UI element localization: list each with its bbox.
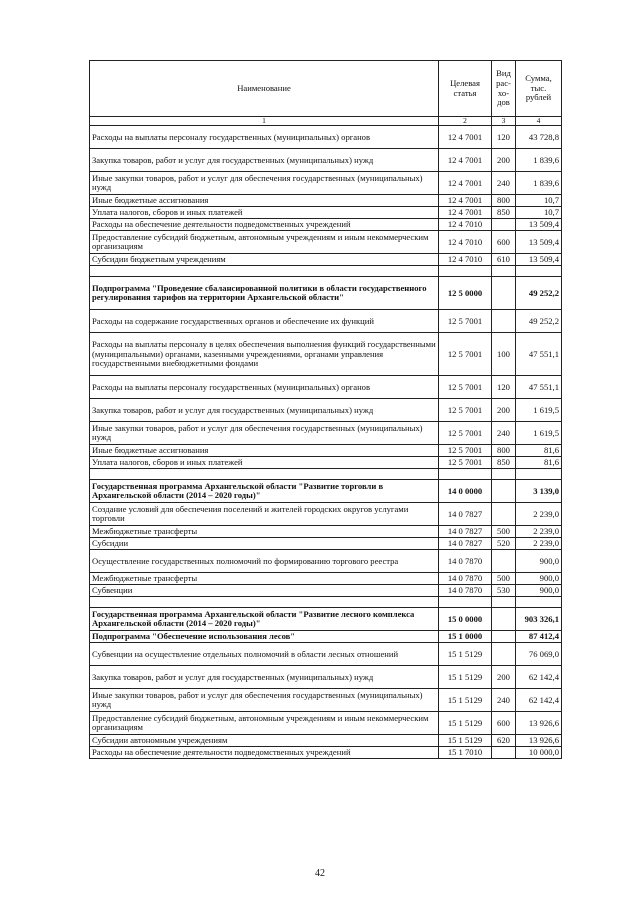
row-name: Иные бюджетные ассигнования xyxy=(90,445,439,457)
table-row xyxy=(90,277,562,310)
row-kind: 240 xyxy=(492,689,516,712)
table-row xyxy=(90,666,562,689)
row-name: Расходы на обеспечение деятельности подведомственных учреждений xyxy=(90,219,439,231)
row-kind xyxy=(492,550,516,573)
spacer-row xyxy=(90,469,562,480)
row-code: 14 0 7870 xyxy=(439,585,492,597)
row-sum: 900,0 xyxy=(516,550,562,573)
row-code: 14 0 7827 xyxy=(439,526,492,538)
row-kind: 530 xyxy=(492,585,516,597)
table-row xyxy=(90,231,562,254)
table-row xyxy=(90,747,562,759)
row-sum: 62 142,4 xyxy=(516,666,562,689)
row-code: 12 4 7010 xyxy=(439,219,492,231)
table-row xyxy=(90,149,562,172)
row-kind xyxy=(492,277,516,310)
row-sum: 76 069,0 xyxy=(516,643,562,666)
table-row xyxy=(90,333,562,376)
row-sum: 81,6 xyxy=(516,445,562,457)
empty-cell xyxy=(90,266,439,277)
row-code: 12 5 7001 xyxy=(439,333,492,376)
table-row xyxy=(90,689,562,712)
row-kind: 240 xyxy=(492,422,516,445)
row-sum: 2 239,0 xyxy=(516,526,562,538)
header-code: Целевая статья xyxy=(439,61,492,117)
row-code: 15 1 5129 xyxy=(439,712,492,735)
spacer-row xyxy=(90,597,562,608)
empty-cell xyxy=(516,469,562,480)
row-kind: 800 xyxy=(492,445,516,457)
row-sum: 49 252,2 xyxy=(516,310,562,333)
row-kind: 500 xyxy=(492,526,516,538)
table-row xyxy=(90,172,562,195)
empty-cell xyxy=(439,266,492,277)
row-code: 12 5 7001 xyxy=(439,376,492,399)
row-name: Иные бюджетные ассигнования xyxy=(90,195,439,207)
row-code: 14 0 7870 xyxy=(439,550,492,573)
row-code: 15 1 5129 xyxy=(439,735,492,747)
header-name: Наименование xyxy=(90,61,439,117)
row-kind: 850 xyxy=(492,457,516,469)
empty-cell xyxy=(516,597,562,608)
row-sum: 49 252,2 xyxy=(516,277,562,310)
row-code: 14 0 0000 xyxy=(439,480,492,503)
row-kind: 520 xyxy=(492,538,516,550)
row-sum: 13 926,6 xyxy=(516,712,562,735)
row-name: Расходы на содержание государственных органов и обеспечение их функций xyxy=(90,310,439,333)
row-code: 14 0 7870 xyxy=(439,573,492,585)
row-sum: 10,7 xyxy=(516,195,562,207)
row-sum: 1 839,6 xyxy=(516,149,562,172)
row-name: Межбюджетные трансферты xyxy=(90,526,439,538)
table-row xyxy=(90,550,562,573)
row-name: Осуществление государственных полномочий по формированию торгового реестра xyxy=(90,550,439,573)
row-sum: 47 551,1 xyxy=(516,376,562,399)
row-sum: 2 239,0 xyxy=(516,503,562,526)
row-kind xyxy=(492,503,516,526)
row-sum: 1 619,5 xyxy=(516,422,562,445)
table-row xyxy=(90,712,562,735)
row-name: Иные закупки товаров, работ и услуг для обеспечения государственных (муниципальных) нужд xyxy=(90,422,439,445)
header-sum: Сумма, тыс. рублей xyxy=(516,61,562,117)
row-name: Государственная программа Архангельской области "Развитие лесного комплекса Архангельской области (2014 – 2020 годы)" xyxy=(90,608,439,631)
row-name: Субсидии xyxy=(90,538,439,550)
table-row xyxy=(90,422,562,445)
row-kind xyxy=(492,631,516,643)
row-sum: 47 551,1 xyxy=(516,333,562,376)
table-row xyxy=(90,254,562,266)
row-kind: 200 xyxy=(492,666,516,689)
row-sum: 900,0 xyxy=(516,585,562,597)
table-row xyxy=(90,608,562,631)
row-kind: 500 xyxy=(492,573,516,585)
row-sum: 1 839,6 xyxy=(516,172,562,195)
row-kind: 850 xyxy=(492,207,516,219)
row-code: 12 5 7001 xyxy=(439,399,492,422)
row-kind xyxy=(492,608,516,631)
row-sum: 43 728,8 xyxy=(516,126,562,149)
row-kind: 600 xyxy=(492,712,516,735)
table-row xyxy=(90,573,562,585)
row-code: 14 0 7827 xyxy=(439,538,492,550)
row-name: Создание условий для обеспечения поселений и жителей городских округов услугами торговли xyxy=(90,503,439,526)
row-name: Субсидии автономным учреждениям xyxy=(90,735,439,747)
table-row xyxy=(90,195,562,207)
row-kind xyxy=(492,747,516,759)
spacer-row xyxy=(90,266,562,277)
row-code: 15 1 0000 xyxy=(439,631,492,643)
row-code: 12 5 7001 xyxy=(439,457,492,469)
row-name: Подпрограмма "Проведение сбалансированной политики в области государственного регулирования тарифов на территории Архангельской области" xyxy=(90,277,439,310)
row-name: Субсидии бюджетным учреждениям xyxy=(90,254,439,266)
table-row xyxy=(90,480,562,503)
row-kind: 120 xyxy=(492,126,516,149)
row-code: 14 0 7827 xyxy=(439,503,492,526)
table-row xyxy=(90,457,562,469)
row-sum: 13 509,4 xyxy=(516,219,562,231)
row-name: Субвенции на осуществление отдельных полномочий в области лесных отношений xyxy=(90,643,439,666)
row-code: 15 1 5129 xyxy=(439,643,492,666)
row-sum: 3 139,0 xyxy=(516,480,562,503)
row-code: 15 1 5129 xyxy=(439,666,492,689)
row-kind: 200 xyxy=(492,149,516,172)
column-number: 2 xyxy=(439,117,492,126)
row-sum: 10,7 xyxy=(516,207,562,219)
table-row xyxy=(90,376,562,399)
row-kind: 600 xyxy=(492,231,516,254)
row-name: Расходы на обеспечение деятельности подведомственных учреждений xyxy=(90,747,439,759)
row-code: 12 5 7001 xyxy=(439,422,492,445)
row-code: 12 5 7001 xyxy=(439,445,492,457)
row-sum: 1 619,5 xyxy=(516,399,562,422)
header-kind: Вид рас-хо-дов xyxy=(492,61,516,117)
row-code: 12 4 7010 xyxy=(439,254,492,266)
row-name: Расходы на выплаты персоналу государственных (муниципальных) органов xyxy=(90,126,439,149)
row-code: 12 5 7001 xyxy=(439,310,492,333)
column-number: 1 xyxy=(90,117,439,126)
row-code: 12 4 7001 xyxy=(439,195,492,207)
row-code: 12 5 0000 xyxy=(439,277,492,310)
table-row xyxy=(90,643,562,666)
table-row xyxy=(90,538,562,550)
row-name: Закупка товаров, работ и услуг для государственных (муниципальных) нужд xyxy=(90,399,439,422)
table-row xyxy=(90,735,562,747)
row-code: 12 4 7010 xyxy=(439,231,492,254)
row-kind xyxy=(492,480,516,503)
row-code: 12 4 7001 xyxy=(439,126,492,149)
header-row xyxy=(90,61,562,117)
row-name: Расходы на выплаты персоналу государственных (муниципальных) органов xyxy=(90,376,439,399)
row-kind xyxy=(492,310,516,333)
row-kind: 620 xyxy=(492,735,516,747)
row-kind: 800 xyxy=(492,195,516,207)
empty-cell xyxy=(492,469,516,480)
row-kind xyxy=(492,219,516,231)
empty-cell xyxy=(439,597,492,608)
row-sum: 13 509,4 xyxy=(516,231,562,254)
row-kind: 610 xyxy=(492,254,516,266)
row-kind: 240 xyxy=(492,172,516,195)
row-code: 12 4 7001 xyxy=(439,172,492,195)
row-sum: 903 326,1 xyxy=(516,608,562,631)
row-name: Предоставление субсидий бюджетным, автономным учреждениям и иным некоммерческим организациям xyxy=(90,231,439,254)
column-number-row xyxy=(90,117,562,126)
row-sum: 13 509,4 xyxy=(516,254,562,266)
row-kind: 100 xyxy=(492,333,516,376)
table-row xyxy=(90,526,562,538)
row-kind: 200 xyxy=(492,399,516,422)
table-row xyxy=(90,126,562,149)
row-code: 12 4 7001 xyxy=(439,149,492,172)
row-name: Иные закупки товаров, работ и услуг для обеспечения государственных (муниципальных) нужд xyxy=(90,689,439,712)
row-code: 12 4 7001 xyxy=(439,207,492,219)
row-sum: 13 926,6 xyxy=(516,735,562,747)
empty-cell xyxy=(492,266,516,277)
row-name: Расходы на выплаты персоналу в целях обеспечения выполнения функций государственными (муниципальными) органами, казенными учреждениями, органами управления государственными внебюджетными фондами xyxy=(90,333,439,376)
row-name: Государственная программа Архангельской области "Развитие торговли в Архангельской области (2014 – 2020 годы)" xyxy=(90,480,439,503)
row-name: Уплата налогов, сборов и иных платежей xyxy=(90,207,439,219)
row-name: Межбюджетные трансферты xyxy=(90,573,439,585)
empty-cell xyxy=(439,469,492,480)
row-sum: 81,6 xyxy=(516,457,562,469)
empty-cell xyxy=(90,597,439,608)
empty-cell xyxy=(492,597,516,608)
budget-table xyxy=(89,60,562,759)
table-row xyxy=(90,399,562,422)
row-sum: 2 239,0 xyxy=(516,538,562,550)
row-name: Закупка товаров, работ и услуг для государственных (муниципальных) нужд xyxy=(90,149,439,172)
table-row xyxy=(90,631,562,643)
table-row xyxy=(90,219,562,231)
row-sum: 900,0 xyxy=(516,573,562,585)
row-code: 15 1 7010 xyxy=(439,747,492,759)
row-name: Уплата налогов, сборов и иных платежей xyxy=(90,457,439,469)
empty-cell xyxy=(90,469,439,480)
row-kind: 120 xyxy=(492,376,516,399)
row-code: 15 0 0000 xyxy=(439,608,492,631)
table-row xyxy=(90,585,562,597)
row-code: 15 1 5129 xyxy=(439,689,492,712)
column-number: 4 xyxy=(516,117,562,126)
row-sum: 87 412,4 xyxy=(516,631,562,643)
table-row xyxy=(90,310,562,333)
row-name: Иные закупки товаров, работ и услуг для обеспечения государственных (муниципальных) нужд xyxy=(90,172,439,195)
row-kind xyxy=(492,643,516,666)
row-name: Закупка товаров, работ и услуг для государственных (муниципальных) нужд xyxy=(90,666,439,689)
page-number: 42 xyxy=(315,868,325,879)
row-name: Субвенции xyxy=(90,585,439,597)
column-number: 3 xyxy=(492,117,516,126)
row-name: Подпрограмма "Обеспечение использования лесов" xyxy=(90,631,439,643)
row-sum: 62 142,4 xyxy=(516,689,562,712)
table-row xyxy=(90,503,562,526)
row-name: Предоставление субсидий бюджетным, автономным учреждениям и иным некоммерческим организациям xyxy=(90,712,439,735)
table-row xyxy=(90,445,562,457)
table-row xyxy=(90,207,562,219)
empty-cell xyxy=(516,266,562,277)
row-sum: 10 000,0 xyxy=(516,747,562,759)
